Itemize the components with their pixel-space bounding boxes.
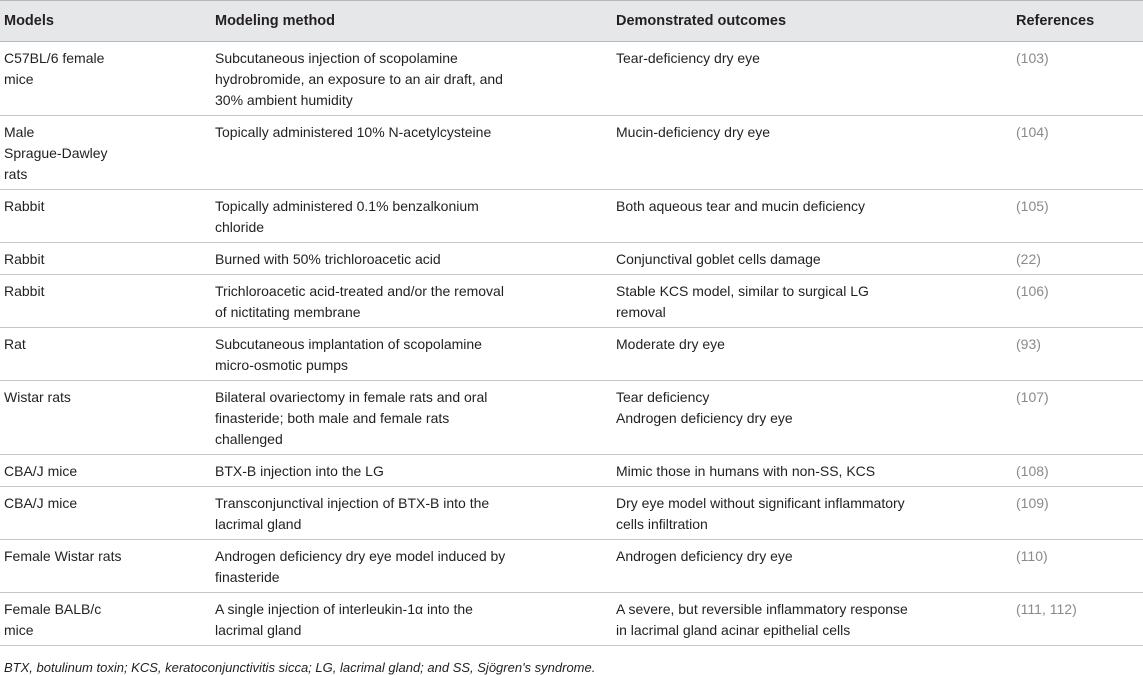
method-cell <box>211 487 612 540</box>
method-cell-line: Bilateral ovariectomy in female rats and oral <box>215 389 488 405</box>
method-cell <box>211 190 612 243</box>
model-cell-line: CBA/J mice <box>4 463 78 479</box>
table-row <box>0 381 1143 455</box>
model-cell-line: Female Wistar rats <box>4 548 122 564</box>
reference-cell: (108) <box>1012 455 1143 487</box>
reference-cell: (104) <box>1012 116 1143 190</box>
table-row <box>0 190 1143 243</box>
reference-link[interactable]: 93 <box>1020 336 1037 352</box>
model-cell-line: Male <box>4 124 35 140</box>
header-references: References <box>1012 1 1143 42</box>
model-cell-line: Rabbit <box>4 283 45 299</box>
model-cell-line: Wistar rats <box>4 389 71 405</box>
model-cell <box>0 190 211 243</box>
table-row <box>0 116 1143 190</box>
outcome-cell-line: A severe, but reversible inflammatory response <box>616 601 908 617</box>
model-cell <box>0 275 211 328</box>
reference-link[interactable]: 105 <box>1020 198 1045 214</box>
method-cell <box>211 381 612 455</box>
method-cell-line: finasteride; both male and female rats <box>215 410 450 426</box>
outcome-cell <box>612 42 1012 116</box>
table-row <box>0 540 1143 593</box>
method-cell-line: Subcutaneous injection of scopolamine <box>215 50 458 66</box>
model-cell-line: rats <box>4 166 28 182</box>
model-cell-line: CBA/J mice <box>4 495 78 511</box>
reference-cell: (105) <box>1012 190 1143 243</box>
method-cell-line: Subcutaneous implantation of scopolamine <box>215 336 482 352</box>
table-row <box>0 487 1143 540</box>
method-cell-line: Trichloroacetic acid-treated and/or the removal <box>215 283 504 299</box>
model-cell-line: mice <box>4 622 34 638</box>
reference-link[interactable]: 107 <box>1020 389 1045 405</box>
outcome-cell-line: Tear-deficiency dry eye <box>616 50 760 66</box>
outcome-cell <box>612 487 1012 540</box>
model-cell <box>0 455 211 487</box>
model-cell <box>0 243 211 275</box>
method-cell-line: chloride <box>215 219 265 235</box>
table-row <box>0 243 1143 275</box>
reference-link[interactable]: 108 <box>1020 463 1045 479</box>
method-cell <box>211 275 612 328</box>
model-cell <box>0 328 211 381</box>
method-cell-line: Androgen deficiency dry eye model induced by <box>215 548 506 564</box>
reference-cell: (111, 112) <box>1012 593 1143 646</box>
model-cell <box>0 42 211 116</box>
model-cell <box>0 593 211 646</box>
reference-link[interactable]: 106 <box>1020 283 1045 299</box>
outcome-cell-line: Mimic those in humans with non-SS, KCS <box>616 463 876 479</box>
outcome-cell <box>612 593 1012 646</box>
outcome-cell-line: Androgen deficiency dry eye <box>616 410 793 426</box>
reference-link[interactable]: 103 <box>1020 50 1045 66</box>
outcome-cell-line: Dry eye model without significant inflammatory <box>616 495 905 511</box>
reference-cell: (109) <box>1012 487 1143 540</box>
method-cell <box>211 328 612 381</box>
method-cell <box>211 455 612 487</box>
method-cell-line: Topically administered 10% N-acetylcysteine <box>215 124 492 140</box>
method-cell-line: hydrobromide, an exposure to an air draft, and <box>215 71 503 87</box>
reference-link[interactable]: 111 <box>1020 601 1042 617</box>
method-cell-line: of nictitating membrane <box>215 304 361 320</box>
method-cell-line: 30% ambient humidity <box>215 92 353 108</box>
model-cell-line: mice <box>4 71 34 87</box>
method-cell <box>211 243 612 275</box>
method-cell <box>211 116 612 190</box>
reference-link[interactable]: 22 <box>1020 251 1037 267</box>
outcome-cell-line: Moderate dry eye <box>616 336 725 352</box>
model-cell <box>0 381 211 455</box>
model-cell-line: Sprague-Dawley <box>4 145 108 161</box>
header-models: Models <box>0 1 211 42</box>
outcome-cell-line: Androgen deficiency dry eye <box>616 548 793 564</box>
outcome-cell <box>612 275 1012 328</box>
method-cell-line: micro-osmotic pumps <box>215 357 349 373</box>
reference-cell: (22) <box>1012 243 1143 275</box>
outcome-cell <box>612 540 1012 593</box>
outcome-cell <box>612 381 1012 455</box>
reference-link[interactable]: 112 <box>1049 601 1073 617</box>
outcome-cell-line: Tear deficiency <box>616 389 710 405</box>
outcome-cell-line: Conjunctival goblet cells damage <box>616 251 821 267</box>
header-modeling-method: Modeling method <box>211 1 612 42</box>
outcome-cell <box>612 116 1012 190</box>
outcome-cell-line: Both aqueous tear and mucin deficiency <box>616 198 866 214</box>
table-row <box>0 593 1143 646</box>
method-cell-line: finasteride <box>215 569 280 585</box>
reference-link[interactable]: 104 <box>1020 124 1045 140</box>
method-cell-line: lacrimal gland <box>215 516 302 532</box>
outcome-cell <box>612 328 1012 381</box>
model-cell-line: Female BALB/c <box>4 601 102 617</box>
model-cell <box>0 540 211 593</box>
reference-link[interactable]: 110 <box>1020 548 1043 564</box>
outcome-cell-line: cells infiltration <box>616 516 708 532</box>
method-cell-line: BTX-B injection into the LG <box>215 463 384 479</box>
reference-cell: (107) <box>1012 381 1143 455</box>
model-cell-line: Rabbit <box>4 251 45 267</box>
method-cell-line: Topically administered 0.1% benzalkonium <box>215 198 479 214</box>
outcome-cell <box>612 243 1012 275</box>
model-cell <box>0 116 211 190</box>
table-footnote: BTX, botulinum toxin; KCS, keratoconjunctivitis sicca; LG, lacrimal gland; and SS, Sjögren's syndrome. <box>4 660 596 675</box>
method-cell-line: challenged <box>215 431 283 447</box>
model-cell-line: Rat <box>4 336 26 352</box>
outcome-cell-line: Stable KCS model, similar to surgical LG <box>616 283 869 299</box>
method-cell-line: lacrimal gland <box>215 622 302 638</box>
model-cell-line: Rabbit <box>4 198 45 214</box>
outcome-cell <box>612 455 1012 487</box>
method-cell <box>211 42 612 116</box>
method-cell <box>211 540 612 593</box>
reference-cell: (93) <box>1012 328 1143 381</box>
method-cell-line: A single injection of interleukin-1α into the <box>215 601 473 617</box>
model-cell <box>0 487 211 540</box>
header-demonstrated-outcomes: Demonstrated outcomes <box>612 1 1012 42</box>
outcome-cell-line: removal <box>616 304 666 320</box>
model-cell-line: C57BL/6 female <box>4 50 105 66</box>
reference-cell: (103) <box>1012 42 1143 116</box>
outcome-cell <box>612 190 1012 243</box>
table-row <box>0 328 1143 381</box>
header-row <box>0 1 1143 42</box>
outcome-cell-line: in lacrimal gland acinar epithelial cells <box>616 622 851 638</box>
method-cell-line: Burned with 50% trichloroacetic acid <box>215 251 441 267</box>
table-row <box>0 455 1143 487</box>
outcome-cell-line: Mucin-deficiency dry eye <box>616 124 771 140</box>
table-row <box>0 42 1143 116</box>
method-cell <box>211 593 612 646</box>
table-row <box>0 275 1143 328</box>
reference-link[interactable]: 109 <box>1020 495 1045 511</box>
method-cell-line: Transconjunctival injection of BTX-B into the <box>215 495 490 511</box>
reference-cell: (106) <box>1012 275 1143 328</box>
reference-cell: (110) <box>1012 540 1143 593</box>
